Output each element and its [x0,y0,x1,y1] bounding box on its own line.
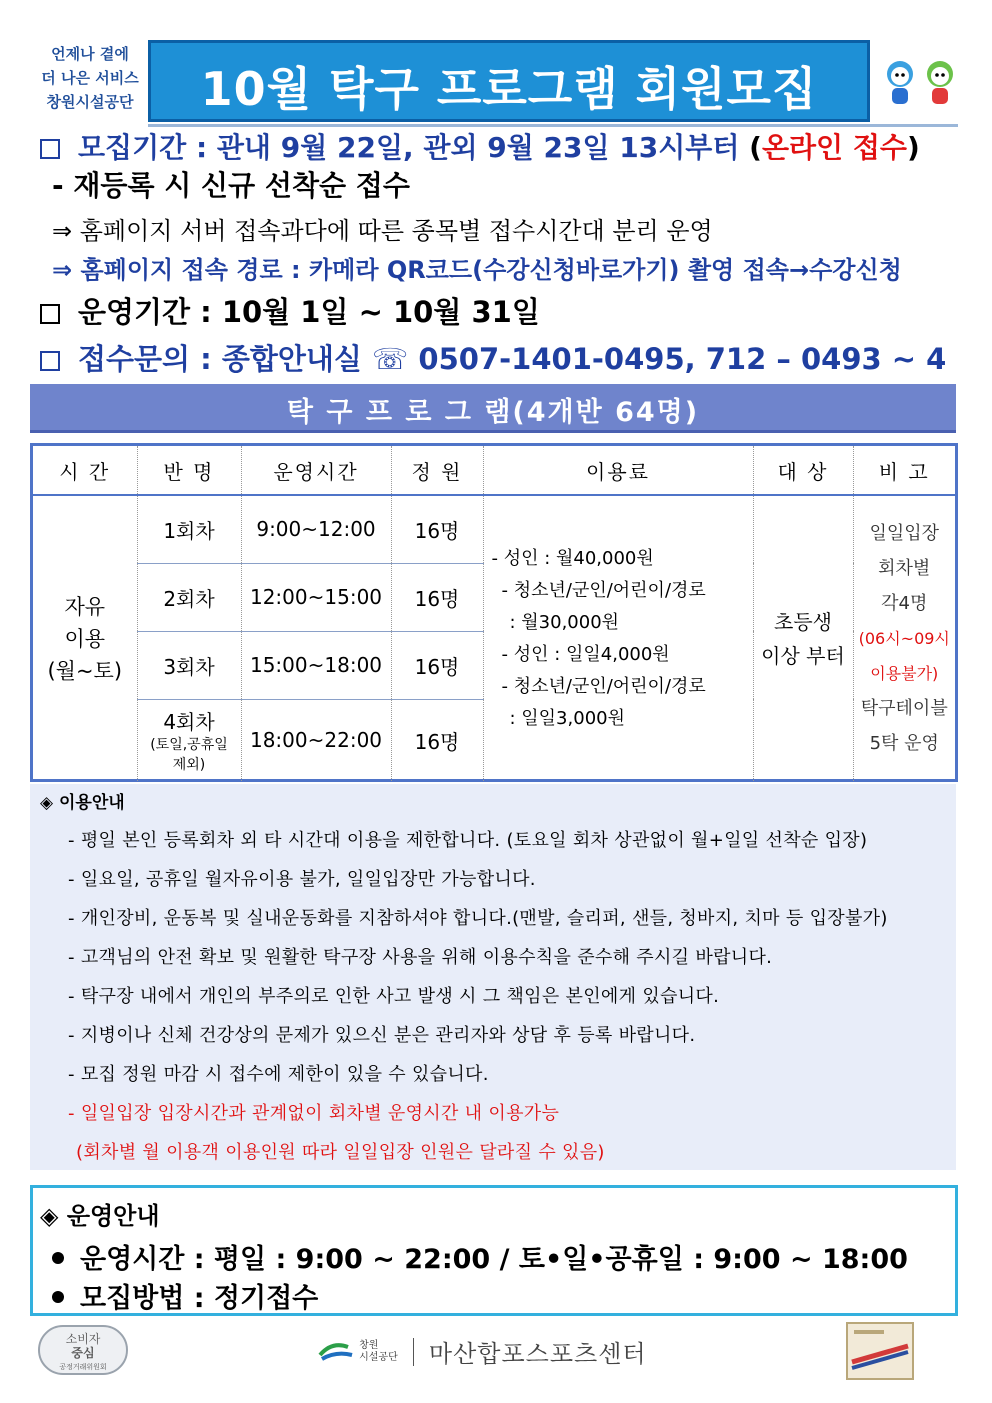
title-banner [148,40,870,122]
col-header-hours: 운영시간 [241,446,391,495]
badge-mid: 중심 [71,1346,95,1360]
reregister-note: - 재등록 시 신규 선착순 접수 [52,169,410,202]
fee-cell: - 성인 : 월40,000원 - 청소년/군인/어린이/경로 : 월30,000원 - 성인 : 일일4,000원 - 청소년/군인/어린이/경로 : 일일3,000원 [483,495,753,781]
guide-line: - 탁구장 내에서 개인의 부주의로 인한 사고 발생 시 그 책임은 본인에게 있습니다. [68,986,720,1007]
guide-line: - 지병이나 신체 건강상의 문제가 있으신 분은 관리자와 상담 후 등록 바랍니다. [68,1025,696,1046]
program-banner [30,384,956,433]
class-capacity: 16명 [391,495,483,563]
mascot-icon [882,52,962,112]
recruit-period: 모집기간 : 관내 9월 22일, 관외 9월 23일 13시부터 (온라인 접수) [40,126,920,166]
time-cell: 자유 이용 (월~토) [33,495,137,781]
col-header-capacity: 정 원 [391,446,483,495]
inquiry: 접수문의 : 종합안내실 ☏ 0507-1401-0495, 712 – 0493 ~ 4 [40,337,946,378]
certification-icon [846,1322,914,1380]
checkbox-icon [40,304,60,324]
class-hours: 18:00~22:00 [241,699,391,781]
online-badge: 온라인 접수 [761,131,907,164]
program-title: 탁 구 프 로 그 램(4개반 64명) [286,397,700,428]
class-name: 4회차 (토일,공휴일 제외) [137,699,241,781]
guide-line-highlight: (회차별 월 이용객 이용인원 따라 일일입장 인원은 달라질 수 있음) [76,1142,605,1163]
slogan-line-3: 창원시설공단 [46,93,134,111]
guide-title: ◈ 이용안내 [40,793,125,813]
table-row [33,495,955,563]
homepage-route: ⇒ 홈페이지 접속 경로 : 카메라 QR코드(수강신청바로가기) 촬영 접속→수강신청 [52,256,902,284]
target-cell: 초등생 이상 부터 [753,495,853,781]
guide-line: - 일요일, 공휴일 월자유이용 불가, 일일입장만 가능합니다. [68,869,536,890]
col-header-note: 비 고 [853,446,955,495]
class-capacity: 16명 [391,699,483,781]
consumer-badge-icon [38,1325,128,1377]
table-header-row [33,446,955,495]
col-header-fee: 이용료 [483,446,753,495]
slogan-line-2: 더 나은 서비스 [41,69,139,87]
slogan [40,42,140,114]
guide-line-highlight: - 일일입장 입장시간과 관계없이 회차별 운영시간 내 이용가능 [68,1103,560,1124]
guide-line: - 고객님의 안전 확보 및 원활한 탁구장 사용을 위해 이용수칙을 준수해 주시길 바랍니다. [68,947,773,968]
corp-logo-icon [318,1339,354,1365]
operation-period: 운영기간 : 10월 1일 ~ 10월 31일 [40,290,540,331]
class-hours: 15:00~18:00 [241,631,391,699]
class-name: 1회차 [137,495,241,563]
note-cell: 일일입장 회차별 각4명 (06시~09시 이용불가) 탁구테이블 5탁 운영 [858,523,950,754]
guide-line: - 평일 본인 등록회차 외 타 시간대 이용을 제한합니다. (토요일 회차 상관없이 월+일일 선착순 입장) [68,830,868,851]
checkbox-icon [40,139,60,159]
class-capacity: 16명 [391,631,483,699]
bullet-icon [52,1291,64,1303]
recruit-method: 모집방법 : 정기접수 [52,1276,318,1315]
program-table [30,443,958,782]
operation-hours: 운영시간 : 평일 : 9:00 ~ 22:00 / 토•일•공휴일 : 9:00 ~ 18:00 [52,1237,908,1276]
guide-line: - 개인장비, 운동복 및 실내운동화를 지참하셔야 합니다.(맨발, 슬리퍼, 샌들, 청바지, 치마 등 입장불가) [68,908,888,929]
col-header-class: 반 명 [137,446,241,495]
bullet-icon [52,1252,64,1264]
page-title: 10월 탁구 프로그램 회원모집 [200,62,818,116]
badge-top: 소비자 [65,1332,101,1346]
slogan-line-1: 언제나 곁에 [51,45,129,63]
phone-number: 0507-1401-0495, 712 – 0493 ~ 4 [418,342,947,376]
class-hours: 12:00~15:00 [241,563,391,631]
badge-small: 공정거래위원회 [59,1363,107,1371]
col-header-target: 대 상 [753,446,853,495]
phone-icon: ☏ [372,342,409,376]
checkbox-icon [40,351,60,371]
col-header-time: 시 간 [33,446,137,495]
class-hours: 9:00~12:00 [241,495,391,563]
class-name: 2회차 [137,563,241,631]
server-note: ⇒ 홈페이지 서버 접속과다에 따른 종목별 접수시간대 분리 운영 [52,217,713,245]
footer-logo: 창원 시설공단 마산합포스포츠센터 [318,1334,647,1369]
sports-center-name: 마산합포스포츠센터 [428,1340,647,1368]
class-name: 3회차 [137,631,241,699]
class-capacity: 16명 [391,563,483,631]
guide-line: - 모집 정원 마감 시 접수에 제한이 있을 수 있습니다. [68,1064,489,1085]
operation-title: ◈ 운영안내 [40,1202,160,1230]
